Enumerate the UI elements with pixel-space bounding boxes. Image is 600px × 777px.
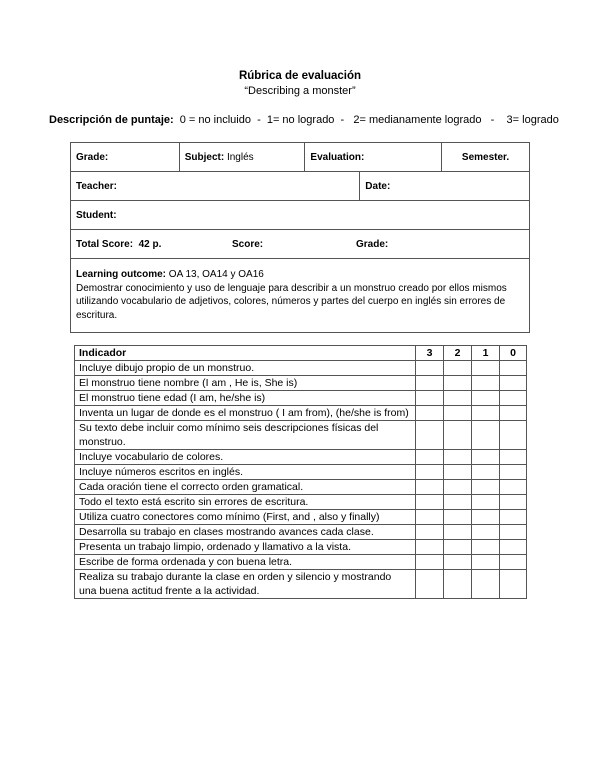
- score-cell[interactable]: [500, 391, 527, 406]
- score-cell[interactable]: [472, 376, 500, 391]
- score-cell[interactable]: [472, 480, 500, 495]
- score-cell[interactable]: [472, 540, 500, 555]
- score-cell[interactable]: [472, 421, 500, 450]
- score-cell[interactable]: [500, 510, 527, 525]
- score-cell[interactable]: [500, 450, 527, 465]
- indicator-text: El monstruo tiene edad (I am, he/she is): [75, 391, 416, 406]
- info-row-teacher: [71, 172, 530, 201]
- score-cell[interactable]: [444, 510, 472, 525]
- rubric-table: [74, 345, 527, 599]
- semester-cell: [442, 143, 530, 172]
- total-score: [76, 239, 232, 250]
- table-row: [75, 495, 527, 510]
- score-cell[interactable]: [472, 391, 500, 406]
- table-row: [75, 570, 527, 599]
- score-cell[interactable]: [444, 465, 472, 480]
- score-1-header: 1: [472, 346, 500, 361]
- table-row: [75, 465, 527, 480]
- indicator-text: Todo el texto está escrito sin errores de escritura.: [75, 495, 416, 510]
- score-cell[interactable]: [472, 525, 500, 540]
- scoring-description: [49, 114, 589, 126]
- document-title: Rúbrica de evaluación: [238, 70, 362, 82]
- grade2-label: Grade:: [356, 238, 389, 250]
- score-cell[interactable]: [500, 570, 527, 599]
- score-cell[interactable]: [444, 391, 472, 406]
- indicator-text: Cada oración tiene el correcto orden gramatical.: [75, 480, 416, 495]
- table-row: [75, 361, 527, 376]
- score-label: Score:: [232, 238, 264, 250]
- score-cell[interactable]: [416, 450, 444, 465]
- score-cell[interactable]: [472, 510, 500, 525]
- outcome-label: Learning outcome:: [76, 269, 167, 280]
- scoring-label: Descripción de puntaje:: [49, 114, 174, 126]
- teacher-label: Teacher:: [76, 180, 117, 192]
- score-cell[interactable]: [416, 555, 444, 570]
- score-cell[interactable]: [500, 495, 527, 510]
- info-table: [70, 142, 530, 333]
- info-row-outcome: [71, 259, 530, 333]
- score-cell[interactable]: [416, 495, 444, 510]
- table-row: [75, 450, 527, 465]
- score-cell[interactable]: [500, 555, 527, 570]
- score-cell[interactable]: [416, 406, 444, 421]
- score-cell[interactable]: [500, 525, 527, 540]
- score-cell[interactable]: [444, 540, 472, 555]
- outcome-codes: OA 13, OA14 y OA16: [168, 269, 264, 280]
- score-cell[interactable]: [472, 450, 500, 465]
- table-row: [75, 510, 527, 525]
- score-cell[interactable]: [500, 421, 527, 450]
- indicator-text: El monstruo tiene nombre (I am , He is, She is): [75, 376, 416, 391]
- score-cell[interactable]: [472, 495, 500, 510]
- score-cell[interactable]: [472, 555, 500, 570]
- score-cell[interactable]: [472, 406, 500, 421]
- score-0-header: 0: [500, 346, 527, 361]
- teacher-cell: [71, 172, 360, 201]
- score-cell[interactable]: [444, 570, 472, 599]
- indicator-text: Utiliza cuatro conectores como mínimo (First, and , also y finally): [75, 510, 416, 525]
- semester-label: Semester.: [461, 151, 510, 163]
- score-cell[interactable]: [416, 465, 444, 480]
- score-cell[interactable]: [500, 376, 527, 391]
- indicator-text: Escribe de forma ordenada y con buena letra.: [75, 555, 416, 570]
- subject-label: Subject:: [184, 151, 225, 163]
- table-row: [75, 525, 527, 540]
- date-label: Date:: [365, 180, 391, 192]
- score-cell[interactable]: [444, 555, 472, 570]
- score-3-header: 3: [416, 346, 444, 361]
- score-cell[interactable]: [444, 525, 472, 540]
- score-cell[interactable]: [444, 421, 472, 450]
- score-2-header: 2: [444, 346, 472, 361]
- indicator-text: Su texto debe incluir como mínimo seis descripciones físicas del monstruo.: [75, 421, 416, 450]
- indicator-text: Desarrolla su trabajo en clases mostrando avances cada clase.: [75, 525, 416, 540]
- indicator-header: Indicador: [75, 346, 416, 361]
- total-score-label: Total Score:: [76, 238, 134, 250]
- score-cell[interactable]: [472, 570, 500, 599]
- indicator-text: Realiza su trabajo durante la clase en orden y silencio y mostrando una buena actitud frente a la actividad.: [75, 570, 416, 599]
- scores-cell: [71, 230, 530, 259]
- score-cell[interactable]: [416, 480, 444, 495]
- score-cell[interactable]: [416, 525, 444, 540]
- score-cell[interactable]: [416, 540, 444, 555]
- scoring-text: 0 = no incluido - 1= no logrado - 2= medianamente logrado - 3= logrado: [179, 114, 559, 126]
- score-cell[interactable]: [500, 465, 527, 480]
- score-cell[interactable]: [416, 391, 444, 406]
- indicator-text: Incluye vocabulario de colores.: [75, 450, 416, 465]
- score-cell[interactable]: [444, 450, 472, 465]
- total-score-value: 42 p.: [138, 238, 162, 250]
- score-cell[interactable]: [416, 421, 444, 450]
- score-cell[interactable]: [416, 510, 444, 525]
- outcome-text: Demostrar conocimiento y uso de lenguaje para describir a un monstruo creado por ellos mismos utilizando vocabulario de adjetivos, colores, números y partes del cuerpo en inglés sin errores de escritura.: [76, 282, 507, 321]
- table-row: [75, 376, 527, 391]
- rubric-header-row: [75, 346, 527, 361]
- subject-value: Inglés: [226, 151, 254, 163]
- indicator-text: Inventa un lugar de donde es el monstruo ( I am from), (he/she is from): [75, 406, 416, 421]
- subject-cell: [179, 143, 305, 172]
- info-row-grade: [71, 143, 530, 172]
- score-cell[interactable]: [416, 361, 444, 376]
- outcome-cell: [71, 259, 530, 333]
- score-cell[interactable]: [416, 570, 444, 599]
- score-cell[interactable]: [472, 361, 500, 376]
- score-cell[interactable]: [472, 465, 500, 480]
- grade-label: Grade:: [76, 151, 109, 163]
- score-cell[interactable]: [500, 480, 527, 495]
- score-cell[interactable]: [444, 495, 472, 510]
- student-label: Student:: [76, 209, 117, 221]
- score-cell[interactable]: [416, 376, 444, 391]
- score-cell[interactable]: [444, 376, 472, 391]
- table-row: [75, 421, 527, 450]
- student-cell: [71, 201, 530, 230]
- score-cell[interactable]: [444, 361, 472, 376]
- evaluation-cell: [305, 143, 442, 172]
- table-row: [75, 391, 527, 406]
- evaluation-label: Evaluation:: [310, 151, 365, 163]
- info-row-student: [71, 201, 530, 230]
- indicator-text: Presenta un trabajo limpio, ordenado y llamativo a la vista.: [75, 540, 416, 555]
- score-cell[interactable]: [500, 540, 527, 555]
- document-subtitle: “Describing a monster”: [244, 85, 356, 97]
- indicator-text: Incluye dibujo propio de un monstruo.: [75, 361, 416, 376]
- table-row: [75, 540, 527, 555]
- table-row: [75, 480, 527, 495]
- grade-cell: [71, 143, 180, 172]
- table-row: [75, 555, 527, 570]
- score-cell[interactable]: [444, 406, 472, 421]
- info-row-scores: [71, 230, 530, 259]
- date-cell: [360, 172, 530, 201]
- score-cell[interactable]: [500, 361, 527, 376]
- table-row: [75, 406, 527, 421]
- score-cell[interactable]: [444, 480, 472, 495]
- indicator-text: Incluye números escritos en inglés.: [75, 465, 416, 480]
- score-cell[interactable]: [500, 406, 527, 421]
